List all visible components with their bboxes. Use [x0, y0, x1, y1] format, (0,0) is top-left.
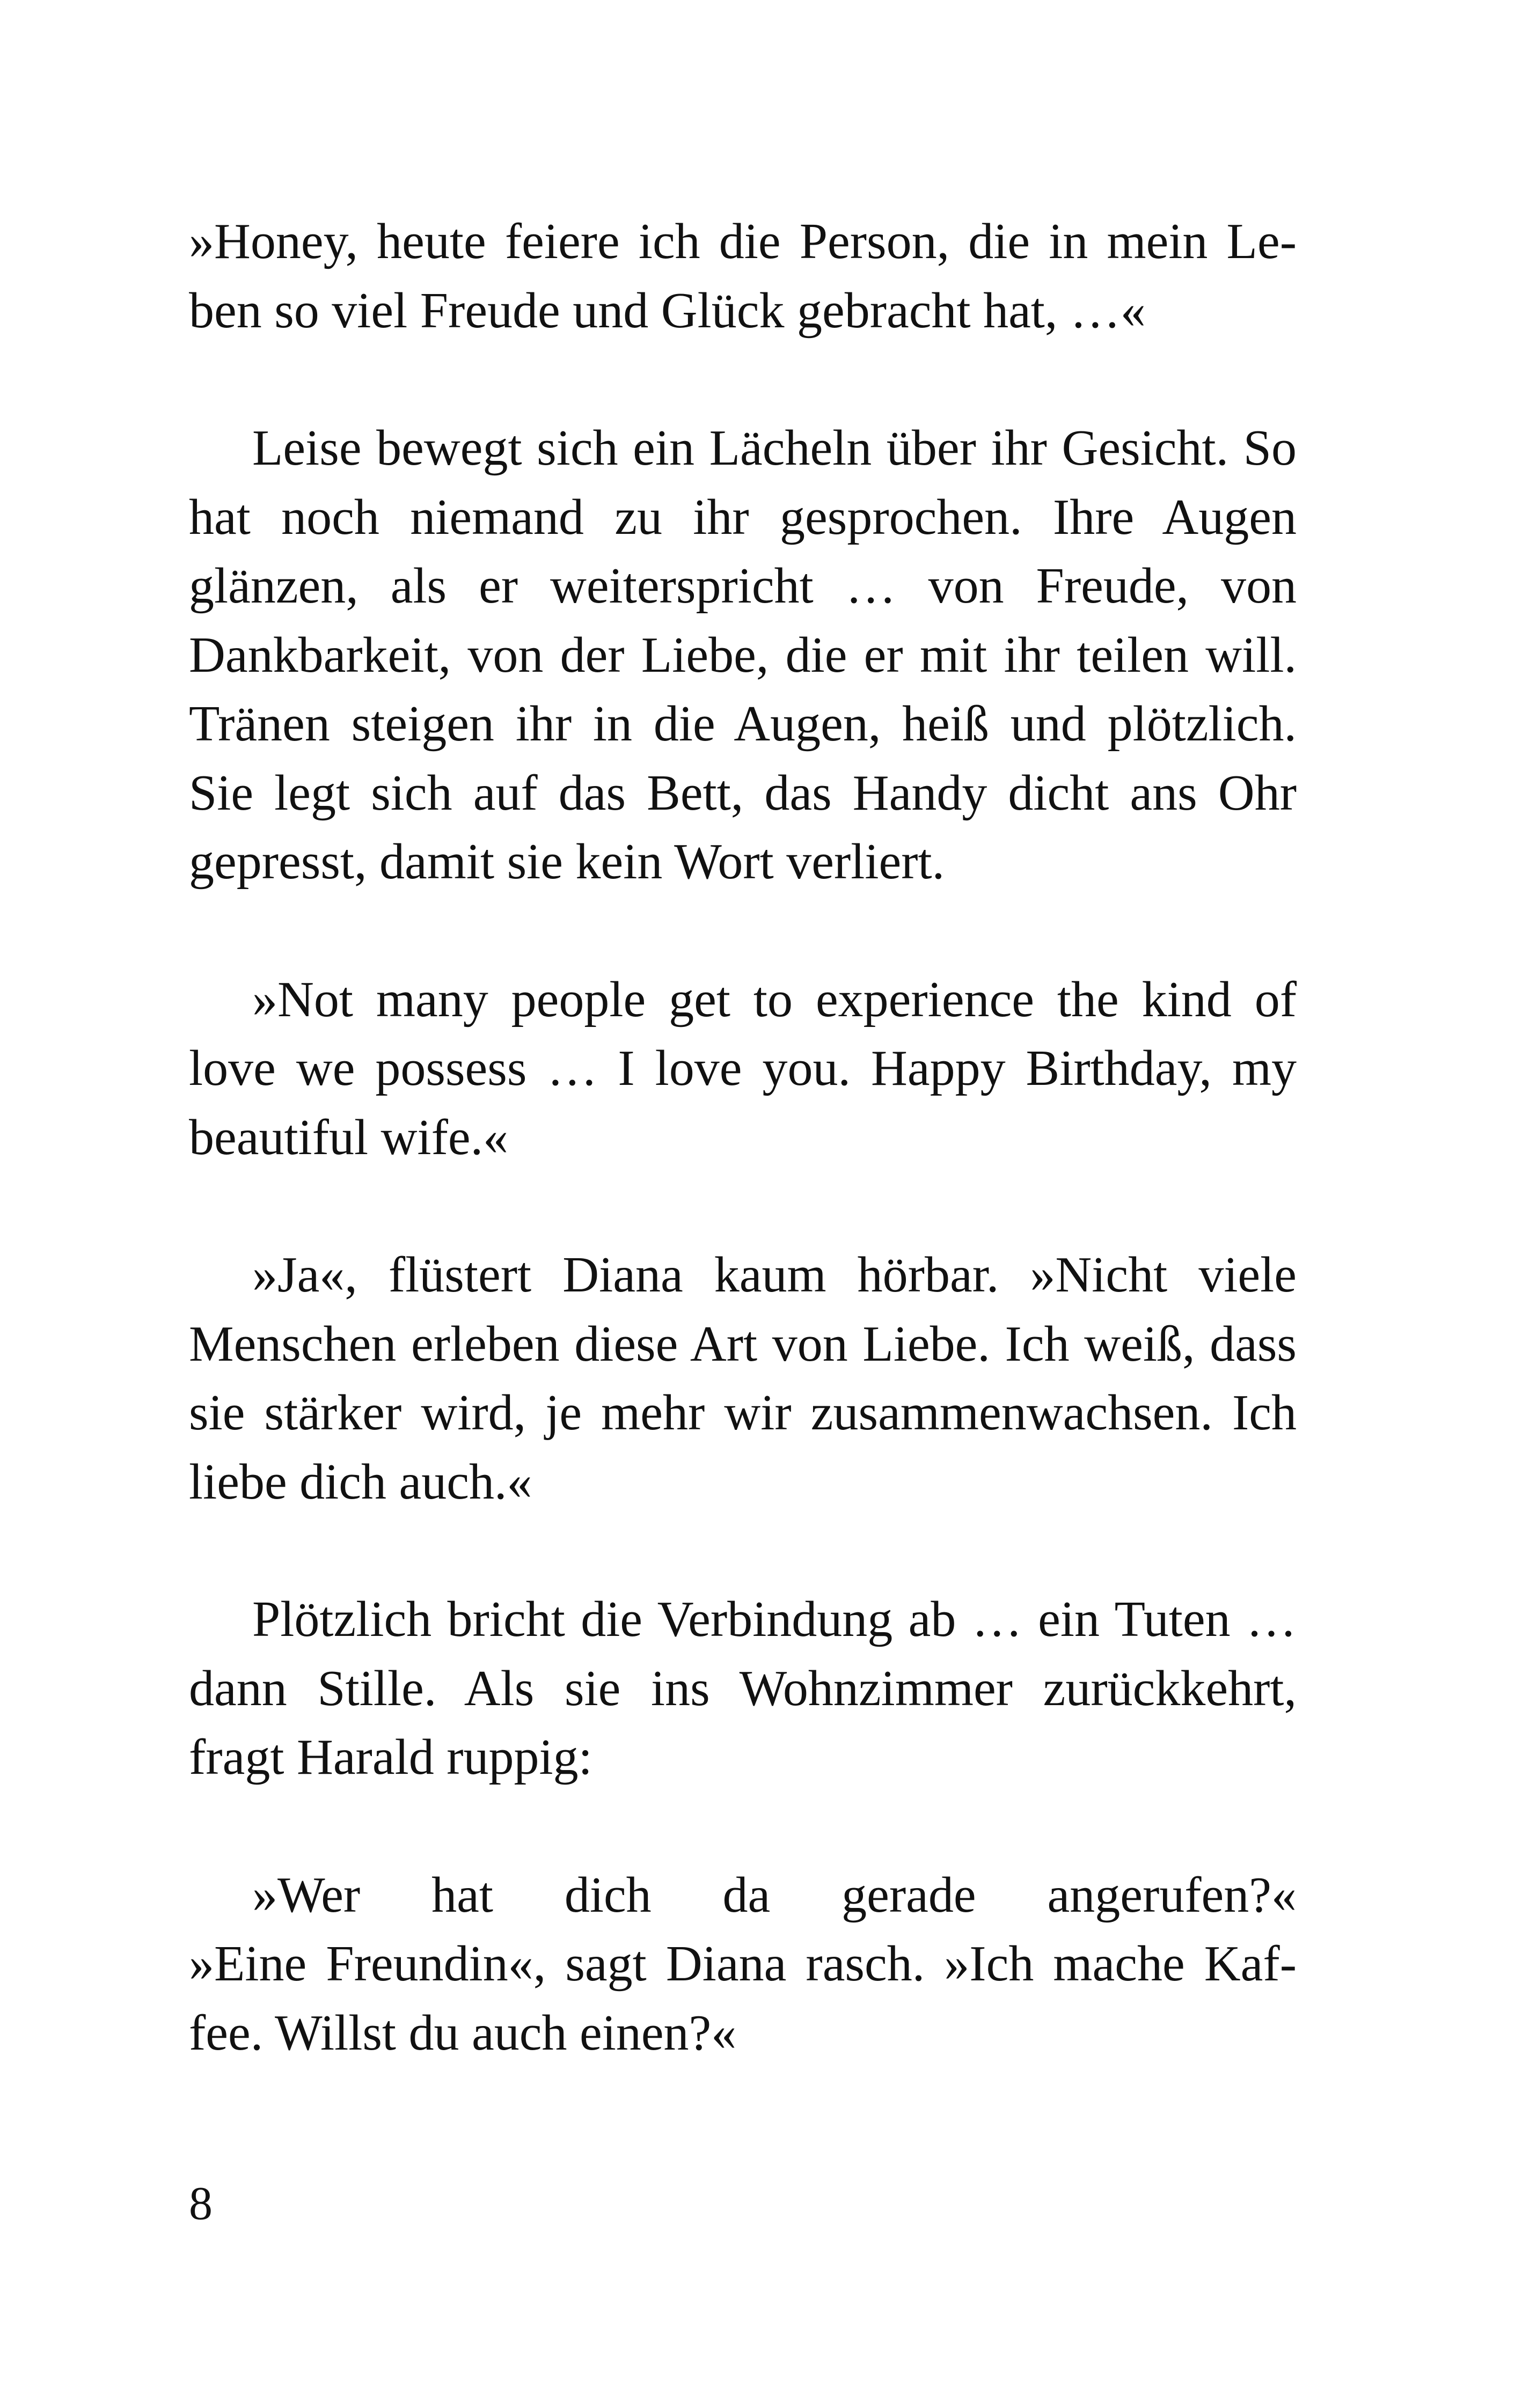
paragraph	[189, 1240, 1297, 1516]
paragraph	[189, 207, 1297, 345]
text-line: »Honey, heute feiere ich die Person, die in mein Le-	[189, 214, 1297, 269]
body-text	[189, 207, 1297, 2136]
paragraph	[189, 1861, 1297, 2068]
text-line: ben so viel Freude und Glück gebracht hat, …«	[189, 282, 1146, 339]
text-line: fee. Willst du auch einen?«	[189, 2005, 737, 2061]
text-line: Leise bewegt sich ein Lächeln über ihr Gesicht. So	[252, 420, 1297, 476]
paragraph	[189, 965, 1297, 1172]
paragraph	[189, 414, 1297, 897]
text-line: Menschen erleben diese Art von Liebe. Ich weiß, dass	[189, 1316, 1297, 1372]
text-line: gepresst, damit sie kein Wort verliert.	[189, 834, 945, 890]
page-number: 8	[189, 2178, 213, 2230]
text-line: »Not many people get to experience the kind of	[252, 971, 1297, 1027]
paragraph	[189, 1585, 1297, 1792]
text-line: hat noch niemand zu ihr gesprochen. Ihre Augen	[189, 489, 1297, 545]
text-line: love we possess … I love you. Happy Birthday, my	[189, 1040, 1297, 1096]
text-line: liebe dich auch.«	[189, 1453, 532, 1510]
text-line: glänzen, als er weiterspricht … von Freude, von	[189, 558, 1297, 614]
text-line: Dankbarkeit, von der Liebe, die er mit ihr teilen will.	[189, 627, 1297, 683]
text-line: Tränen steigen ihr in die Augen, heiß und plötzlich.	[189, 696, 1297, 752]
text-line: »Ja«, flüstert Diana kaum hörbar. »Nicht viele	[252, 1247, 1297, 1303]
text-line: dann Stille. Als sie ins Wohnzimmer zurückkehrt,	[189, 1660, 1297, 1716]
text-line: Sie legt sich auf das Bett, das Handy dicht ans Ohr	[189, 765, 1297, 821]
text-line: »Eine Freundin«, sagt Diana rasch. »Ich mache Kaf-	[189, 1936, 1297, 1992]
text-line: sie stärker wird, je mehr wir zusammenwachsen. Ich	[189, 1385, 1297, 1441]
text-line: beautiful wife.«	[189, 1109, 509, 1165]
text-line: »Wer hat dich da gerade angerufen?«	[252, 1867, 1297, 1923]
text-line: Plötzlich bricht die Verbindung ab … ein Tuten …	[252, 1591, 1297, 1647]
text-line: fragt Harald ruppig:	[189, 1729, 592, 1785]
